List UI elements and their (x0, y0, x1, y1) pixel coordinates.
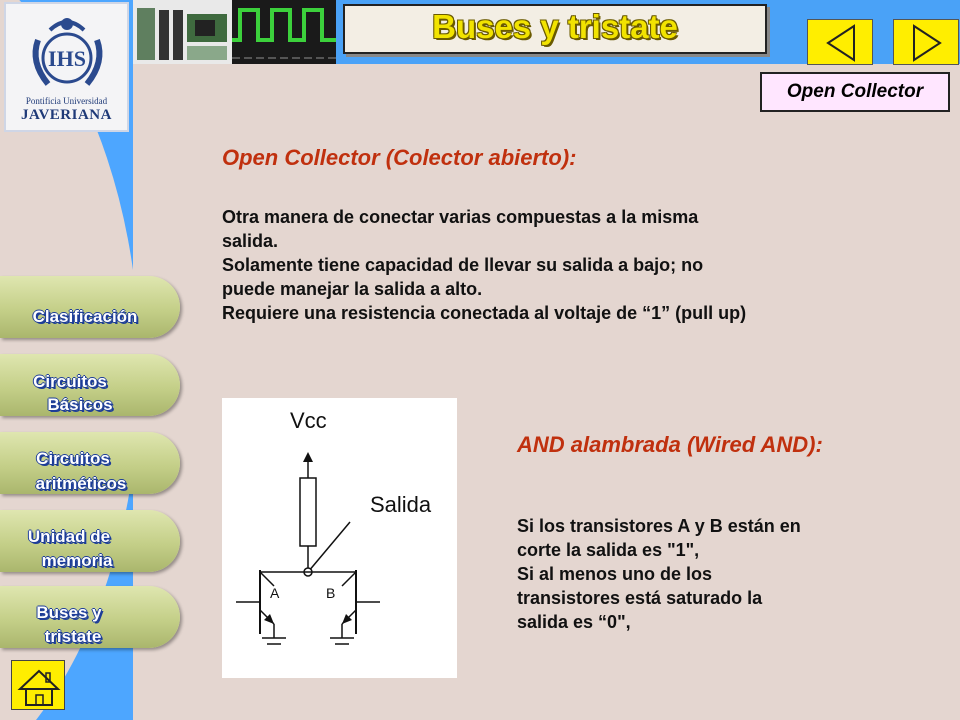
page-title: Buses y tristate (432, 8, 678, 45)
section-label: Open Collector (760, 72, 950, 112)
university-logo (4, 2, 129, 132)
paragraph-line: Otra manera de conectar varias compuestas a la misma (222, 207, 699, 227)
nav-circuitos-aritmeticos[interactable] (0, 432, 180, 494)
nav-label: memoria (41, 551, 113, 570)
paragraph-line: corte la salida es "1", (517, 540, 700, 560)
logo-text-javeriana: JAVERIANA (21, 107, 112, 123)
paragraph-line: Solamente tiene capacidad de llevar su salida a bajo; no (222, 255, 704, 275)
circuit-diagram (222, 398, 457, 678)
square-wave-image (232, 0, 336, 64)
output-label: Salida (370, 492, 432, 517)
next-button[interactable] (893, 19, 959, 65)
nav-label: Circuitos (36, 449, 110, 468)
nav-label: tristate (44, 627, 102, 646)
nav-unidad-memoria[interactable] (0, 510, 180, 572)
nav-buses-tristate[interactable] (0, 586, 180, 648)
oscilloscope-wave-photo (232, 0, 336, 64)
circuit-board-photo (133, 0, 232, 64)
paragraph-open-collector (222, 205, 942, 325)
paragraph-line: salida es “0", (517, 612, 631, 632)
paragraph-line: salida. (222, 231, 279, 251)
nav-label: Clasificación (32, 307, 138, 326)
nav-label: Básicos (47, 395, 113, 414)
crest-icon (20, 12, 115, 92)
paragraph-line: Si los transistores A y B están en (517, 516, 801, 536)
svg-text:IHS: IHS (48, 46, 86, 71)
wired-and-diagram (222, 398, 457, 678)
transistor-b-label: B (326, 585, 336, 601)
nav-label: Unidad de (27, 527, 111, 546)
next-arrow-icon (894, 20, 960, 66)
paragraph-wired-and (517, 514, 937, 634)
vcc-label: Vcc (290, 408, 327, 433)
nav-label: Buses y (36, 603, 102, 622)
paragraph-line: Si al menos uno de los (517, 564, 713, 584)
nav-label: aritméticos (35, 474, 127, 493)
paragraph-line: Requiere una resistencia conectada al voltaje de “1” (pull up) (222, 303, 747, 323)
circuit-board-image (133, 0, 232, 64)
nav-clasificacion[interactable] (0, 276, 180, 338)
transistor-a-label: A (270, 585, 280, 601)
prev-arrow-icon (808, 20, 874, 66)
paragraph-line: transistores está saturado la (517, 588, 763, 608)
paragraph-line: puede manejar la salida a alto. (222, 279, 483, 299)
home-button[interactable] (11, 660, 65, 710)
prev-button[interactable] (807, 19, 873, 65)
nav-label: Circuitos (33, 372, 107, 391)
home-icon (12, 661, 66, 711)
heading-open-collector: Open Collector (Colector abierto): (222, 145, 577, 170)
nav-circuitos-basicos[interactable] (0, 354, 180, 416)
heading-wired-and: AND alambrada (Wired AND): (517, 432, 823, 457)
title-box (343, 4, 767, 54)
logo-text-university: Pontificia Universidad (25, 96, 108, 106)
